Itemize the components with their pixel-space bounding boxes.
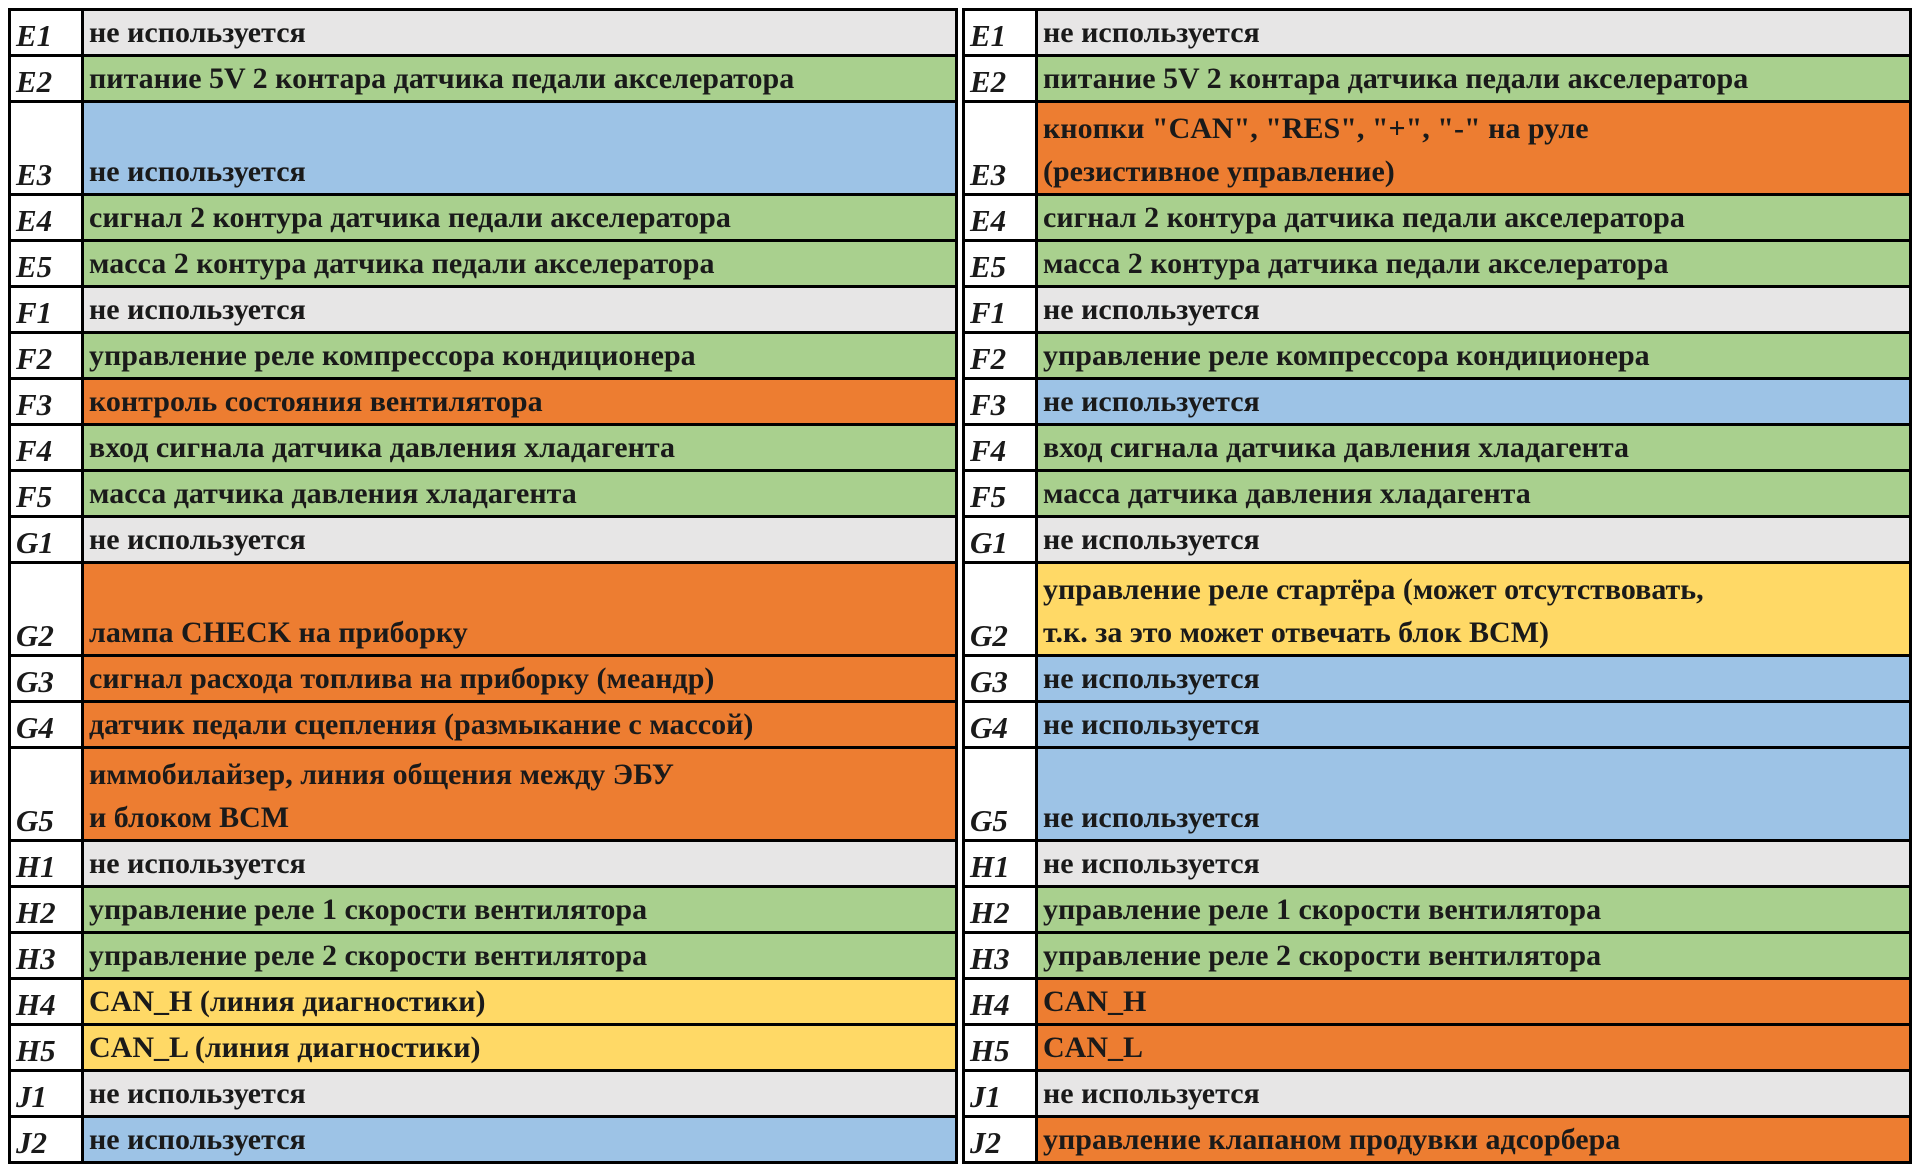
pin-description: [83, 979, 957, 1025]
pin-code: E5: [964, 241, 1037, 287]
pin-row: [964, 1117, 1911, 1163]
pin-code: H5: [964, 1025, 1037, 1071]
pin-row: [964, 102, 1911, 195]
pin-row: [10, 10, 957, 56]
pin-description: [1037, 379, 1911, 425]
pin-code: G4: [10, 702, 83, 748]
pin-row: [10, 241, 957, 287]
pin-row: [10, 517, 957, 563]
pin-code: G2: [964, 563, 1037, 656]
pin-row: [964, 195, 1911, 241]
pin-row: [964, 841, 1911, 887]
pin-description: [83, 10, 957, 56]
pin-code: F2: [10, 333, 83, 379]
pin-description: [1037, 241, 1911, 287]
pin-code: H1: [10, 841, 83, 887]
pin-row: [10, 702, 957, 748]
pin-row: [10, 563, 957, 656]
pin-description-line-2: т.к. за это может отвечать блок ВСМ): [1043, 616, 1550, 649]
pin-code: F1: [10, 287, 83, 333]
pin-description-line: управление клапаном продувки адсорбера: [1043, 1123, 1621, 1156]
pin-description-line: не используется: [89, 847, 306, 880]
pin-description: [1037, 1071, 1911, 1117]
pin-row: [10, 1117, 957, 1163]
pin-description-line: вход сигнала датчика давления хладагента: [1043, 431, 1630, 464]
pin-description-line: не используется: [89, 1077, 306, 1110]
pin-description: [83, 841, 957, 887]
pin-description-line: вход сигнала датчика давления хладагента: [89, 431, 676, 464]
pin-row: [964, 333, 1911, 379]
pin-description-line: питание 5V 2 контара датчика педали акселератора: [1043, 62, 1749, 95]
pin-description-line: управление реле 1 скорости вентилятора: [89, 893, 648, 926]
pin-row: [964, 379, 1911, 425]
pin-description-line: сигнал 2 контура датчика педали акселератора: [89, 201, 731, 234]
pin-description: [1037, 563, 1911, 656]
pin-code: G2: [10, 563, 83, 656]
pinout-tables: [8, 8, 1912, 1160]
pin-row: [10, 287, 957, 333]
pin-description-line: кнопки "CAN", "RES", "+", "-" на руле: [1043, 112, 1589, 145]
pin-code: F2: [964, 333, 1037, 379]
pin-description-line: CAN_H (линия диагностики): [89, 985, 486, 1018]
pin-description: [1037, 841, 1911, 887]
pin-code: F3: [10, 379, 83, 425]
pin-description: [1037, 656, 1911, 702]
pin-code: E4: [964, 195, 1037, 241]
pin-description-line: не используется: [89, 293, 306, 326]
pin-row: [964, 241, 1911, 287]
pin-row: [10, 471, 957, 517]
pin-row: [964, 517, 1911, 563]
pin-row: [964, 563, 1911, 656]
pin-row: [10, 1025, 957, 1071]
pin-description-line: управление реле 2 скорости вентилятора: [1043, 939, 1602, 972]
pin-description: [83, 887, 957, 933]
pin-row: [10, 748, 957, 841]
pin-code: H4: [10, 979, 83, 1025]
pin-description-line: масса 2 контура датчика педали акселератора: [1043, 247, 1669, 280]
pin-description-line-2: (резистивное управление): [1043, 155, 1395, 188]
pin-code: F1: [964, 287, 1037, 333]
pin-description: [83, 425, 957, 471]
pin-description-line: не используется: [1043, 801, 1260, 834]
pin-description-line: управление реле 2 скорости вентилятора: [89, 939, 648, 972]
pin-description: [83, 563, 957, 656]
pin-code: F4: [964, 425, 1037, 471]
pin-row: [10, 887, 957, 933]
pin-description: [83, 241, 957, 287]
pin-description: [1037, 933, 1911, 979]
pin-description: [1037, 887, 1911, 933]
pin-row: [964, 425, 1911, 471]
pin-description-line: сигнал расхода топлива на приборку (меандр): [89, 662, 715, 695]
pin-row: [964, 471, 1911, 517]
pin-description-line: не используется: [89, 523, 306, 556]
pin-description-line: сигнал 2 контура датчика педали акселератора: [1043, 201, 1685, 234]
pin-description: [83, 1025, 957, 1071]
pin-description: [83, 56, 957, 102]
pin-description: [1037, 702, 1911, 748]
pin-code: E1: [964, 10, 1037, 56]
pin-row: [964, 887, 1911, 933]
pin-description-line: управление реле 1 скорости вентилятора: [1043, 893, 1602, 926]
pin-code: E1: [10, 10, 83, 56]
pin-description: [1037, 10, 1911, 56]
pin-description-line: масса 2 контура датчика педали акселератора: [89, 247, 715, 280]
pin-code: G3: [10, 656, 83, 702]
pin-description-line: CAN_L: [1043, 1031, 1144, 1064]
pin-row: [10, 425, 957, 471]
pin-code: H2: [964, 887, 1037, 933]
pin-description: [83, 517, 957, 563]
pin-description-line: масса датчика давления хладагента: [89, 477, 577, 510]
pin-description-line: контроль состояния вентилятора: [89, 385, 543, 418]
pin-description: [1037, 471, 1911, 517]
pin-code: F5: [10, 471, 83, 517]
pin-description-line: не используется: [89, 1123, 306, 1156]
pin-row: [10, 333, 957, 379]
pin-description: [83, 471, 957, 517]
pin-row: [10, 656, 957, 702]
pin-code: G1: [10, 517, 83, 563]
pin-code: F3: [964, 379, 1037, 425]
pin-description-line-2: и блоком ВСМ: [89, 801, 290, 834]
pin-code: H4: [964, 979, 1037, 1025]
pin-description-line: питание 5V 2 контара датчика педали акселератора: [89, 62, 795, 95]
pin-description-line: не используется: [1043, 293, 1260, 326]
pin-description: [83, 702, 957, 748]
pin-description: [83, 933, 957, 979]
pin-code: E3: [10, 102, 83, 195]
pin-description-line: иммобилайзер, линия общения между ЭБУ: [89, 758, 674, 791]
pin-description: [83, 1117, 957, 1163]
pin-description: [83, 102, 957, 195]
pin-description: [1037, 56, 1911, 102]
pin-description: [83, 333, 957, 379]
pin-code: F5: [964, 471, 1037, 517]
pin-description: [1037, 333, 1911, 379]
pin-description-line: не используется: [1043, 1077, 1260, 1110]
pin-description-line: не используется: [1043, 385, 1260, 418]
pin-description-line: не используется: [1043, 16, 1260, 49]
pin-description-line: управление реле стартёра (может отсутствовать,: [1043, 573, 1704, 606]
pin-description-line: CAN_L (линия диагностики): [89, 1031, 481, 1064]
pin-row: [964, 933, 1911, 979]
pin-row: [10, 195, 957, 241]
pin-row: [10, 102, 957, 195]
pin-row: [10, 379, 957, 425]
pin-code: G4: [964, 702, 1037, 748]
pin-row: [964, 656, 1911, 702]
pin-description: [83, 656, 957, 702]
pin-description-line: управление реле компрессора кондиционера: [89, 339, 696, 372]
pin-description-line: датчик педали сцепления (размыкание с массой): [89, 708, 754, 741]
pin-description-line: не используется: [1043, 662, 1260, 695]
pin-row: [10, 1071, 957, 1117]
pin-description: [1037, 287, 1911, 333]
pin-description: [1037, 195, 1911, 241]
pin-code: H1: [964, 841, 1037, 887]
pin-row: [10, 933, 957, 979]
pin-row: [964, 1025, 1911, 1071]
pin-row: [10, 979, 957, 1025]
left-pinout-table: [8, 8, 958, 1164]
pin-description-line: CAN_H: [1043, 985, 1147, 1018]
pin-description: [83, 287, 957, 333]
pin-code: G1: [964, 517, 1037, 563]
pin-code: E3: [964, 102, 1037, 195]
pin-description: [1037, 1117, 1911, 1163]
pin-code: J1: [964, 1071, 1037, 1117]
pin-description: [83, 379, 957, 425]
pin-description: [1037, 979, 1911, 1025]
pin-description-line: не используется: [89, 155, 306, 188]
pin-description-line: не используется: [1043, 523, 1260, 556]
pin-code: J2: [10, 1117, 83, 1163]
right-pinout-table: [962, 8, 1912, 1164]
pin-code: H3: [10, 933, 83, 979]
pin-row: [10, 56, 957, 102]
pin-code: E2: [964, 56, 1037, 102]
pin-row: [964, 10, 1911, 56]
pin-description-line: не используется: [1043, 847, 1260, 880]
pin-code: G5: [964, 748, 1037, 841]
pin-code: H2: [10, 887, 83, 933]
pin-description-line: лампа CHECK на приборку: [89, 616, 468, 649]
pin-row: [964, 287, 1911, 333]
pin-description: [83, 195, 957, 241]
pin-code: E4: [10, 195, 83, 241]
pin-row: [964, 979, 1911, 1025]
pin-description: [1037, 425, 1911, 471]
pin-row: [964, 56, 1911, 102]
pin-row: [964, 1071, 1911, 1117]
pin-description: [1037, 517, 1911, 563]
pin-description: [1037, 102, 1911, 195]
pin-description: [83, 1071, 957, 1117]
pin-description: [83, 748, 957, 841]
pin-description-line: масса датчика давления хладагента: [1043, 477, 1531, 510]
pin-description-line: не используется: [1043, 708, 1260, 741]
pin-description-line: управление реле компрессора кондиционера: [1043, 339, 1650, 372]
pin-code: H5: [10, 1025, 83, 1071]
pin-description-line: не используется: [89, 16, 306, 49]
pin-row: [964, 748, 1911, 841]
pin-code: G3: [964, 656, 1037, 702]
pin-code: J1: [10, 1071, 83, 1117]
pin-code: J2: [964, 1117, 1037, 1163]
pin-row: [964, 702, 1911, 748]
pin-description: [1037, 748, 1911, 841]
pin-code: E5: [10, 241, 83, 287]
pin-code: E2: [10, 56, 83, 102]
pin-code: H3: [964, 933, 1037, 979]
pin-description: [1037, 1025, 1911, 1071]
pin-code: F4: [10, 425, 83, 471]
pin-row: [10, 841, 957, 887]
pin-code: G5: [10, 748, 83, 841]
